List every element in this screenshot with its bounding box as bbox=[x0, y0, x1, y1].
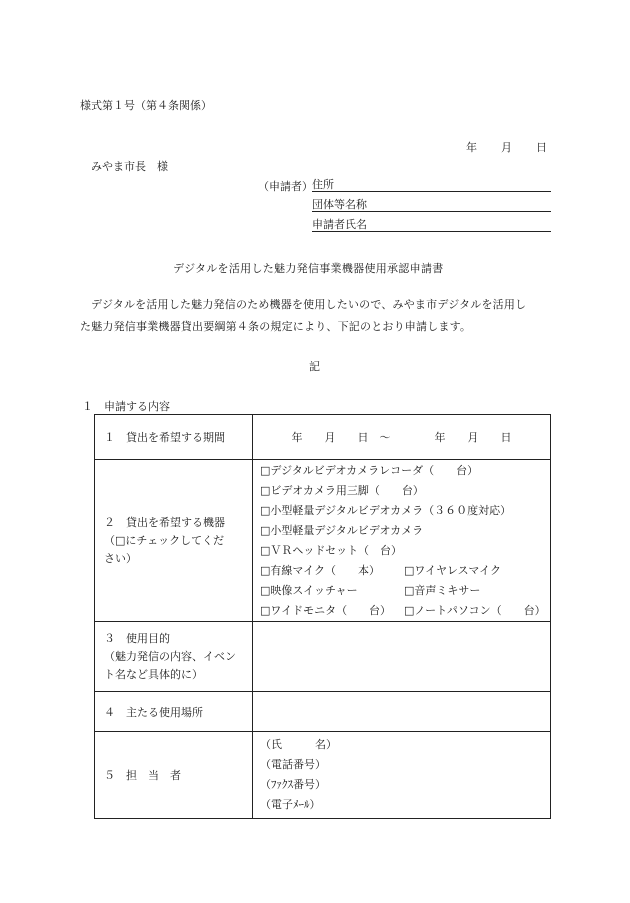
equipment-checkbox-item[interactable]: □デジタルビデオカメラレコーダ（ 台） bbox=[260, 463, 479, 477]
purpose-label-line1: ３ 使用目的 bbox=[104, 631, 170, 645]
contact-fax-field[interactable]: （ﾌｧｸｽ番号） bbox=[260, 778, 326, 791]
equipment-checkbox-item[interactable]: □ビデオカメラ用三脚（ 台） bbox=[260, 483, 424, 497]
equipment-pair-row bbox=[260, 581, 550, 601]
equipment-checkbox-item[interactable]: □映像スイッチャー bbox=[260, 583, 358, 597]
table-row-location bbox=[95, 692, 551, 732]
applicant-name-label: 申請者氏名 bbox=[312, 218, 367, 231]
equipment-checkbox-item[interactable]: □小型軽量デジタルビデオカメラ bbox=[260, 523, 424, 537]
applicant-name-field[interactable] bbox=[312, 216, 551, 232]
contact-label: ５ 担 当 者 bbox=[95, 732, 253, 819]
body-text-line1: デジタルを活用した魅力発信のため機器を使用したいので、みやま市デジタルを活用し bbox=[91, 298, 527, 311]
equipment-pair-row bbox=[260, 561, 550, 581]
table-row-purpose bbox=[95, 622, 551, 692]
purpose-label-line2: （魅力発信の内容、イベン bbox=[104, 649, 236, 663]
table-row-period bbox=[95, 415, 551, 460]
applicant-label: （申請者） bbox=[258, 180, 313, 193]
equipment-checkbox-item[interactable]: □ＶＲヘッドセット（ 台） bbox=[260, 543, 403, 557]
table-row-contact bbox=[95, 732, 551, 819]
equipment-checkbox-item[interactable]: □音声ミキサー bbox=[404, 583, 481, 597]
application-table bbox=[94, 414, 551, 819]
ki-heading: 記 bbox=[309, 360, 320, 373]
equipment-checkbox-item[interactable]: □ノートパソコン（ 台） bbox=[404, 603, 546, 617]
organization-label: 団体等名称 bbox=[312, 198, 367, 211]
document-title: デジタルを活用した魅力発信事業機器使用承認申請書 bbox=[173, 262, 444, 275]
period-field[interactable] bbox=[253, 415, 551, 460]
table-row-equipment bbox=[95, 460, 551, 622]
equipment-list bbox=[253, 460, 551, 622]
purpose-label-line3: ト名など具体的に） bbox=[104, 667, 203, 681]
address-label: 住所 bbox=[312, 178, 334, 191]
equipment-pair-row bbox=[260, 601, 550, 621]
equipment-checkbox-item[interactable]: □小型軽量デジタルビデオカメラ（３６０度対応） bbox=[260, 503, 512, 517]
equipment-checkbox-item[interactable]: □有線マイク（ 本） bbox=[260, 563, 380, 577]
contact-fields bbox=[253, 732, 551, 819]
location-label: ４ 主たる使用場所 bbox=[95, 692, 253, 732]
period-label: １ 貸出を希望する期間 bbox=[95, 415, 253, 460]
purpose-field[interactable] bbox=[253, 622, 551, 692]
equipment-label-line2: （□にチェックしてくだ bbox=[104, 533, 225, 547]
section-heading: １ 申請する内容 bbox=[82, 400, 170, 413]
equipment-checkbox-item[interactable]: □ワイドモニタ（ 台） bbox=[260, 603, 392, 617]
location-field[interactable] bbox=[253, 692, 551, 732]
date-day-label: 日 bbox=[536, 141, 547, 154]
addressee: みやま市長 様 bbox=[91, 160, 168, 173]
contact-name-field[interactable]: （氏 名） bbox=[260, 738, 337, 751]
contact-email-field[interactable]: （電子ﾒｰﾙ） bbox=[260, 798, 321, 811]
purpose-label bbox=[95, 622, 253, 692]
period-text: 年 月 日 〜 年 月 日 bbox=[291, 431, 512, 444]
contact-phone-field[interactable]: （電話番号） bbox=[260, 758, 326, 771]
form-number: 様式第１号（第４条関係） bbox=[80, 99, 212, 112]
date-line bbox=[466, 139, 547, 155]
equipment-label-line3: さい） bbox=[104, 551, 137, 565]
equipment-label-line1: ２ 貸出を希望する機器 bbox=[104, 515, 225, 529]
body-text-line2: た魅力発信事業機器貸出要綱第４条の規定により、下記のとおり申請します。 bbox=[80, 320, 472, 333]
date-month-label: 月 bbox=[501, 141, 512, 154]
equipment-label bbox=[95, 460, 253, 622]
equipment-checkbox-item[interactable]: □ワイヤレスマイク bbox=[404, 563, 501, 577]
date-year-label: 年 bbox=[466, 141, 477, 154]
organization-field[interactable] bbox=[312, 196, 551, 212]
address-field[interactable] bbox=[312, 176, 551, 192]
